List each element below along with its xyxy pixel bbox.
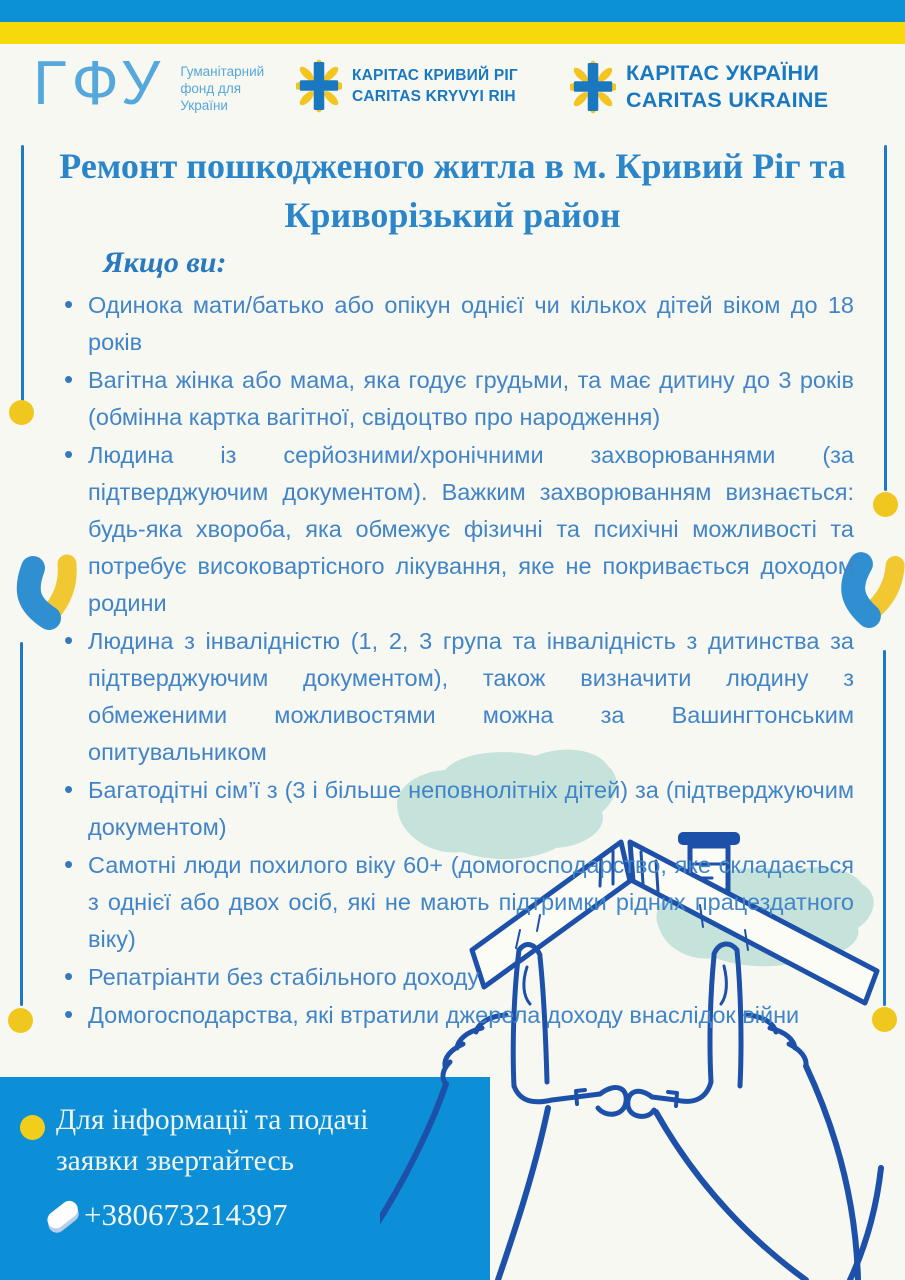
phone-icon bbox=[40, 1193, 84, 1237]
caritas-kryvyi-rih-name-en: CARITAS KRYVYI RIH bbox=[352, 88, 516, 105]
caritas-ukraine-name bbox=[626, 60, 828, 114]
caritas-kryvyi-rih-logo bbox=[296, 57, 518, 115]
yellow-dot-left-bottom bbox=[8, 1008, 33, 1033]
caritas-ukraine-name-uk: КАРІТАС УКРАЇНИ bbox=[626, 61, 820, 85]
criteria-list bbox=[62, 287, 854, 1035]
gfu-tagline-line1: Гуманітарний bbox=[180, 64, 265, 79]
decorative-line-left-top bbox=[21, 145, 24, 401]
gfu-tagline-line3: України bbox=[180, 98, 228, 113]
list-item: • Людина із серйозними/хронічними захворюваннями (за підтверджуючим документом). Важким захворюванням визнається: будь-яка хвороба, яка обмежує фізичні та психічні можливості та потребує високовартісного лікування, яке не покривається доходом родини bbox=[62, 437, 854, 622]
list-item: • Одинока мати/батько або опікун однієї чи кількох дітей віком до 18 років bbox=[62, 287, 854, 361]
yellow-dot-left-top bbox=[9, 400, 34, 425]
phone-number: +380673214397 bbox=[84, 1197, 288, 1232]
gfu-abbreviation: ГФУ bbox=[33, 49, 166, 118]
caritas-kryvyi-rih-name bbox=[352, 65, 518, 107]
phone-row bbox=[40, 1193, 287, 1237]
list-item: • Людина з інвалідністю (1, 2, 3 група та інвалідність з дитинства за підтверджуючим документом), також визначити людину з обмеженими можливостями можна за Вашингтонським опитувальником bbox=[62, 623, 854, 771]
contact-bullet-dot bbox=[20, 1115, 45, 1140]
gfu-tagline-line2: фонд для bbox=[180, 81, 242, 96]
list-item: • Багатодітні сім’ї з (3 і більше неповнолітніх дітей) за (підтверджуючим документом) bbox=[62, 772, 854, 846]
contact-text: Для інформації та подачі заявки звертайтесь bbox=[56, 1104, 369, 1177]
caritas-cross-icon bbox=[296, 57, 342, 115]
gfu-tagline bbox=[180, 63, 264, 114]
caritas-ukraine-logo bbox=[570, 58, 828, 116]
list-item: • Вагітна жінка або мама, яка годує грудьми, та має дитину до 3 років (обмінна картка вагітної, свідоцтво про народження) bbox=[62, 362, 854, 436]
list-item: • Самотні люди похилого віку 60+ (домогосподарство, яке складається з однієї або двох осіб, які не мають підтримки рідних працездатного віку) bbox=[62, 847, 854, 958]
section-heading: Якщо ви: bbox=[103, 246, 227, 279]
decorative-line-left-bottom bbox=[20, 642, 23, 1006]
top-bar-yellow bbox=[0, 22, 905, 44]
list-item: • Домогосподарства, які втратили джерела доходу внаслідок війни bbox=[62, 997, 854, 1034]
caritas-ukraine-name-en: CARITAS UKRAINE bbox=[626, 88, 829, 112]
caritas-cross-icon bbox=[570, 58, 616, 116]
caritas-kryvyi-rih-name-uk: КАРІТАС КРИВИЙ РІГ bbox=[352, 67, 518, 84]
gfu-logo bbox=[33, 49, 265, 118]
page-title: Ремонт пошкодженого житла в м. Кривий Ріг та Криворізький район bbox=[59, 146, 846, 235]
decorative-line-right-top bbox=[884, 145, 887, 491]
list-item: • Репатріанти без стабільного доходу bbox=[62, 959, 854, 996]
top-bar-blue bbox=[0, 0, 905, 22]
yellow-dot-right-top bbox=[873, 492, 898, 517]
